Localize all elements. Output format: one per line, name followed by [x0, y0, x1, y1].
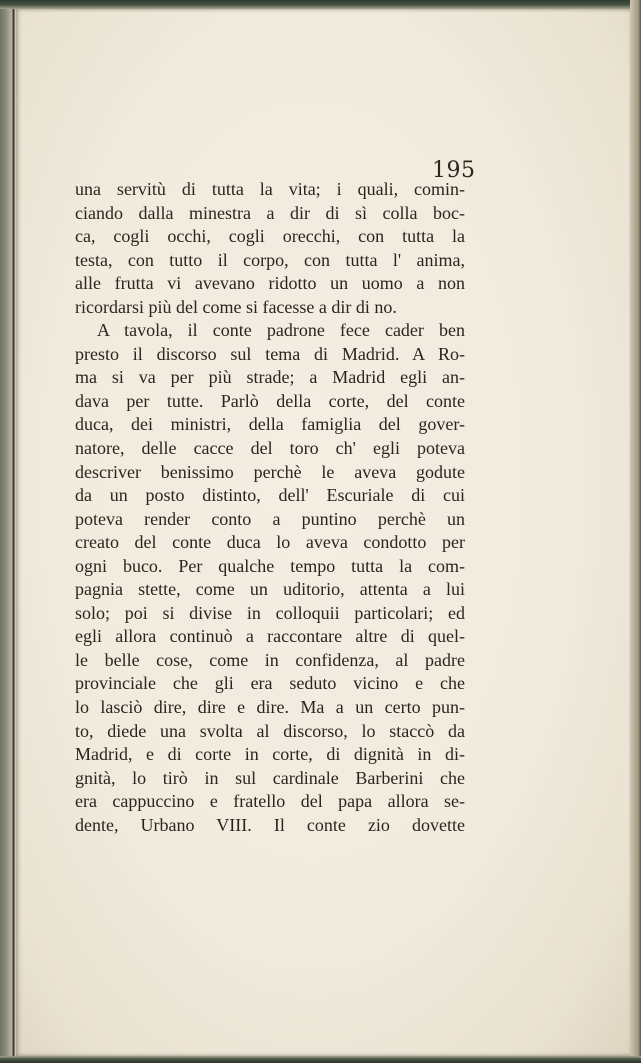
text-line: to, diede una svolta al discorso, lo staccò da [75, 720, 465, 741]
text-line: gnità, lo tirò in sul cardinale Barberini che [75, 767, 465, 788]
text-line: descriver benissimo perchè le aveva godute [75, 461, 465, 482]
text-line: lo lasciò dire, dire e dire. Ma a un certo pun- [75, 697, 465, 718]
text-line: ca, cogli occhi, cogli orecchi, con tutta la [75, 226, 465, 247]
text-line: duca, dei ministri, della famiglia del gover- [75, 414, 465, 435]
text-line: ogni buco. Per qualche tempo tutta la com- [75, 555, 465, 576]
text-line: ricordarsi più del come si facesse a dir di no. [75, 296, 397, 317]
text-line: presto il discorso sul tema di Madrid. A Ro- [75, 343, 465, 364]
text-line: dava per tutte. Parlò della corte, del conte [75, 390, 465, 411]
text-line: provinciale che gli era seduto vicino e che [75, 673, 465, 694]
text-line: testa, con tutto il corpo, con tutta l' anima, [75, 249, 465, 270]
text-line: alle frutta vi avevano ridotto un uomo a non [75, 273, 465, 294]
text-line: poteva render conto a puntino perchè un [75, 508, 465, 529]
text-line: le belle cose, come in confidenza, al padre [75, 649, 465, 670]
book-page-edges [630, 0, 641, 1063]
text-line: A tavola, il conte padrone fece cader ben [97, 320, 465, 341]
book-bottom-edge [0, 1056, 641, 1063]
text-line: solo; poi si divise in colloquii particolari; ed [75, 602, 465, 623]
text-line: era cappuccino e fratello del papa allora se- [75, 791, 465, 812]
text-line: una servitù di tutta la vita; i quali, comin- [75, 179, 465, 199]
text-line: ma si va per più strade; a Madrid egli an- [75, 367, 465, 388]
text-line: natore, delle cacce del toro ch' egli poteva [75, 438, 465, 459]
text-line: egli allora continuò a raccontare altre di quel- [75, 626, 465, 647]
text-line: dente, Urbano VIII. Il conte zio dovette [75, 814, 465, 835]
text-line: ciando dalla minestra a dir di sì colla boc- [75, 202, 465, 223]
body-text [75, 178, 465, 837]
text-line: pagnia stette, come un uditorio, attenta a lui [75, 579, 465, 600]
text-line: Madrid, e di corte in corte, di dignità in di- [75, 744, 465, 765]
text-line: da un posto distinto, dell' Escuriale di cui [75, 485, 465, 506]
page-number: 195 [432, 158, 476, 183]
book-top-edge [0, 0, 641, 9]
text-line: creato del conte duca lo aveva condotto per [75, 532, 465, 553]
